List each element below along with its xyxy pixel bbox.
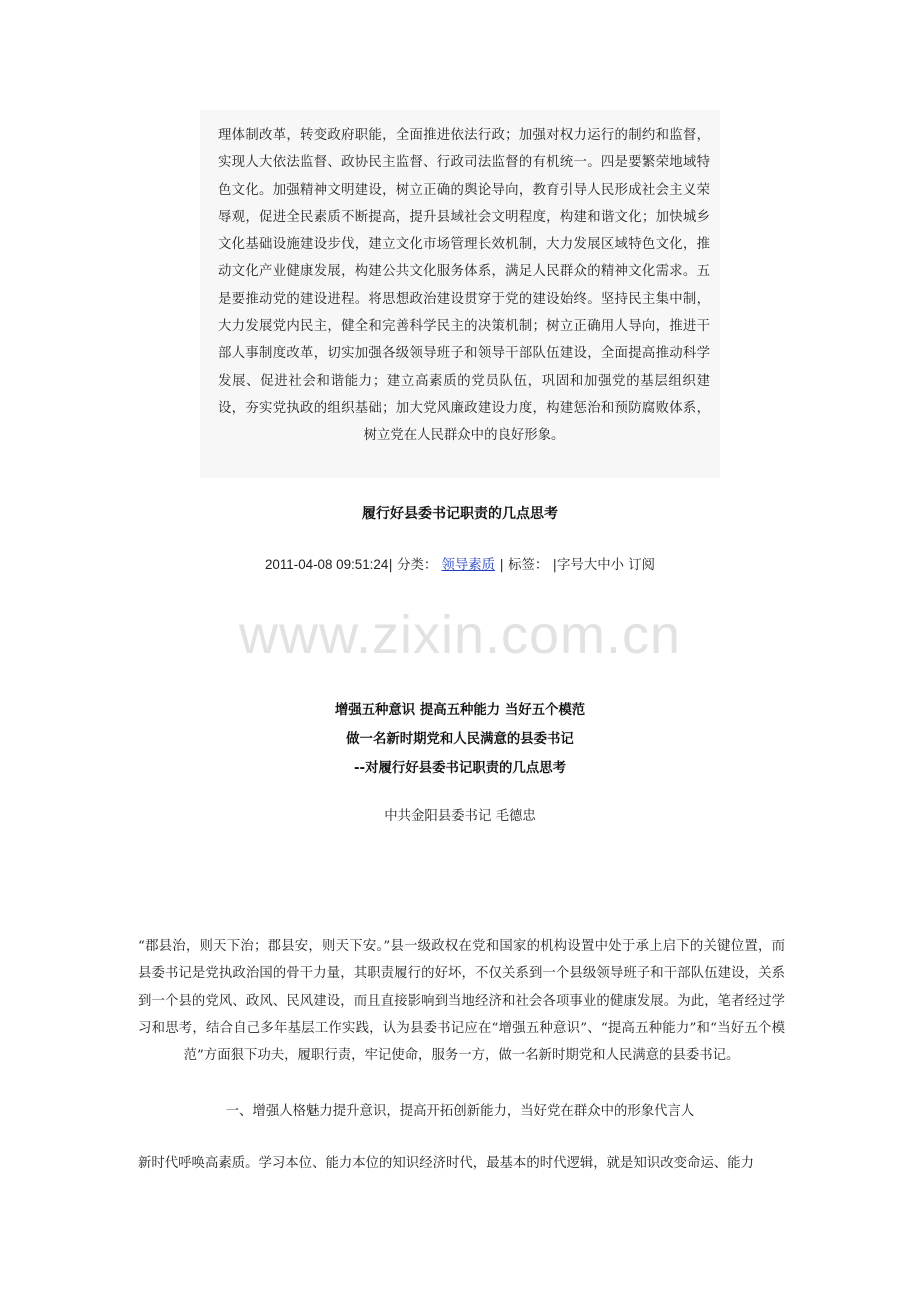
category-link[interactable]: 领导素质 bbox=[441, 558, 496, 573]
intro-paragraph: “郡县治，则天下治；郡县安，则天下安。”县一级政权在党和国家的机构设置中处于承上启下的关键位置，而县委书记是党执政治国的骨干力量，其职责履行的好坏，不仅关系到一个县级领导班子和干部队伍建设，关系到一个县的党风、政风、民风建设，而且直接影响到当地经济和社会各项事业的健康发展。为此，笔者经过学习和思考，结合自己多年基层工作实践，认为县委书记应在“增强五种意识”、“提高五种能力”和“当好五个模范”方面狠下功夫，履职行责，牢记使命，服务一方，做一名新时期党和人民满意的县委书记。 bbox=[138, 939, 785, 1064]
post-datetime: 2011-04-08 09:51:24 bbox=[264, 557, 389, 572]
tags-label: | 标签： bbox=[495, 558, 553, 573]
section-heading: 一、增强人格魅力提升意识，提高开拓创新能力，当好党在群众中的形象代言人 bbox=[225, 1104, 695, 1119]
heading-line-3: --对履行好县委书记职责的几点思考 bbox=[354, 761, 566, 776]
author-line: 中共金阳县委书记 毛德忠 bbox=[384, 809, 536, 824]
font-size-subscribe[interactable]: |字号大中小 订阅 bbox=[552, 558, 656, 573]
article-title: 履行好县委书记职责的几点思考 bbox=[362, 506, 558, 522]
excerpt-box bbox=[200, 110, 720, 478]
category-label: | 分类： bbox=[388, 558, 442, 573]
excerpt-paragraph: 理体制改革，转变政府职能，全面推进依法行政；加强对权力运行的制约和监督，实现人大依法监督、政协民主监督、行政司法监督的有机统一。四是要繁荣地域特色文化。加强精神文明建设，树立正确的舆论导向，教育引导人民形成社会主义荣辱观，促进全民素质不断提高，提升县域社会文明程度，构建和谐文化；加快城乡文化基础设施建设步伐，建立文化市场管理长效机制，大力发展区域特色文化，推动文化产业健康发展，构建公共文化服务体系，满足人民群众的精神文化需求。五是要推动党的建设进程。将思想政治建设贯穿于党的建设始终。坚持民主集中制，大力发展党内民主，健全和完善科学民主的决策机制；树立正确用人导向，推进干部人事制度改革，切实加强各级领导班子和领导干部队伍建设，全面提高推动科学发展、促进社会和谐能力；建立高素质的党员队伍，巩固和加强党的基层组织建设，夯实党执政的组织基础；加大党风廉政建设力度，构建惩治和预防腐败体系，树立党在人民群众中的良好形象。 bbox=[218, 128, 710, 444]
heading-line-1: 增强五种意识 提高五种能力 当好五个模范 bbox=[334, 703, 586, 718]
article-meta bbox=[0, 554, 920, 573]
section-paragraph: 新时代呼唤高素质。学习本位、能力本位的知识经济时代，最基本的时代逻辑，就是知识改变命运、能力 bbox=[138, 1156, 754, 1171]
article-headings bbox=[0, 696, 920, 783]
site-watermark: www.zixin.com.cn bbox=[238, 605, 682, 665]
heading-line-2: 做一名新时期党和人民满意的县委书记 bbox=[346, 732, 574, 747]
